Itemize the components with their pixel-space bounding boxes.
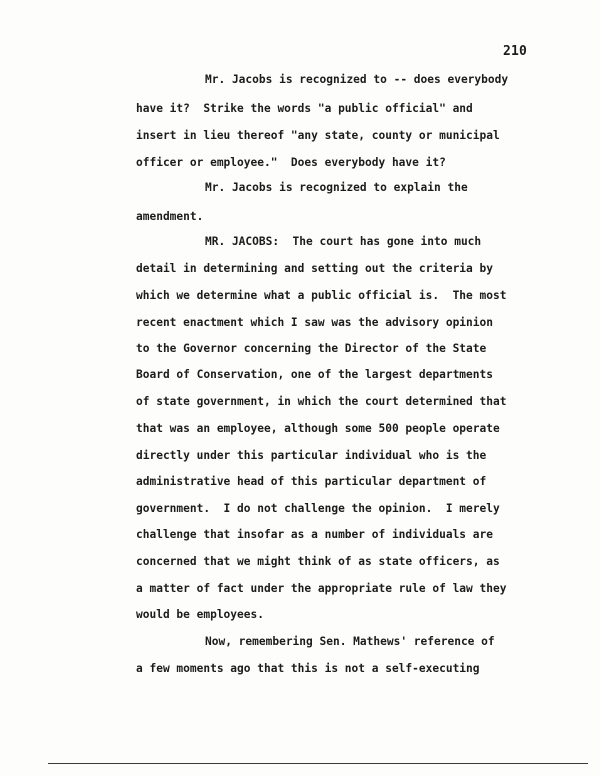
text-line: a matter of fact under the appropriate rule of law they [136,582,507,595]
text-line: of state government, in which the court determined that [136,395,507,408]
text-line: challenge that insofar as a number of individuals are [136,528,493,541]
text-line: directly under this particular individual who is the [136,449,487,462]
bottom-rule [48,763,588,764]
text-line: would be employees. [136,608,264,621]
text-line: MR. JACOBS: The court has gone into much [205,235,482,248]
text-line: which we determine what a public official is. The most [136,289,507,302]
text-line: Mr. Jacobs is recognized to explain the [205,181,468,194]
text-line: insert in lieu thereof "any state, county or municipal [136,129,500,142]
text-line: Mr. Jacobs is recognized to -- does everybody [205,73,509,86]
text-line: to the Governor concerning the Director of the State [136,342,487,355]
text-line: amendment. [136,210,204,223]
text-line: have it? Strike the words "a public official" and [136,102,473,115]
text-line: government. I do not challenge the opinion. I merely [136,502,500,515]
page-number: 210 [503,44,528,59]
text-line: recent enactment which I saw was the advisory opinion [136,316,493,329]
text-line: detail in determining and setting out the criteria by [136,262,493,275]
text-line: a few moments ago that this is not a self-executing [136,662,480,675]
text-line: that was an employee, although some 500 people operate [136,422,500,435]
text-line: administrative head of this particular department of [136,475,487,488]
text-line: Now, remembering Sen. Mathews' reference of [205,635,495,648]
text-line: Board of Conservation, one of the largest departments [136,368,493,381]
text-line: concerned that we might think of as state officers, as [136,555,500,568]
text-line: officer or employee." Does everybody have it? [136,156,446,169]
